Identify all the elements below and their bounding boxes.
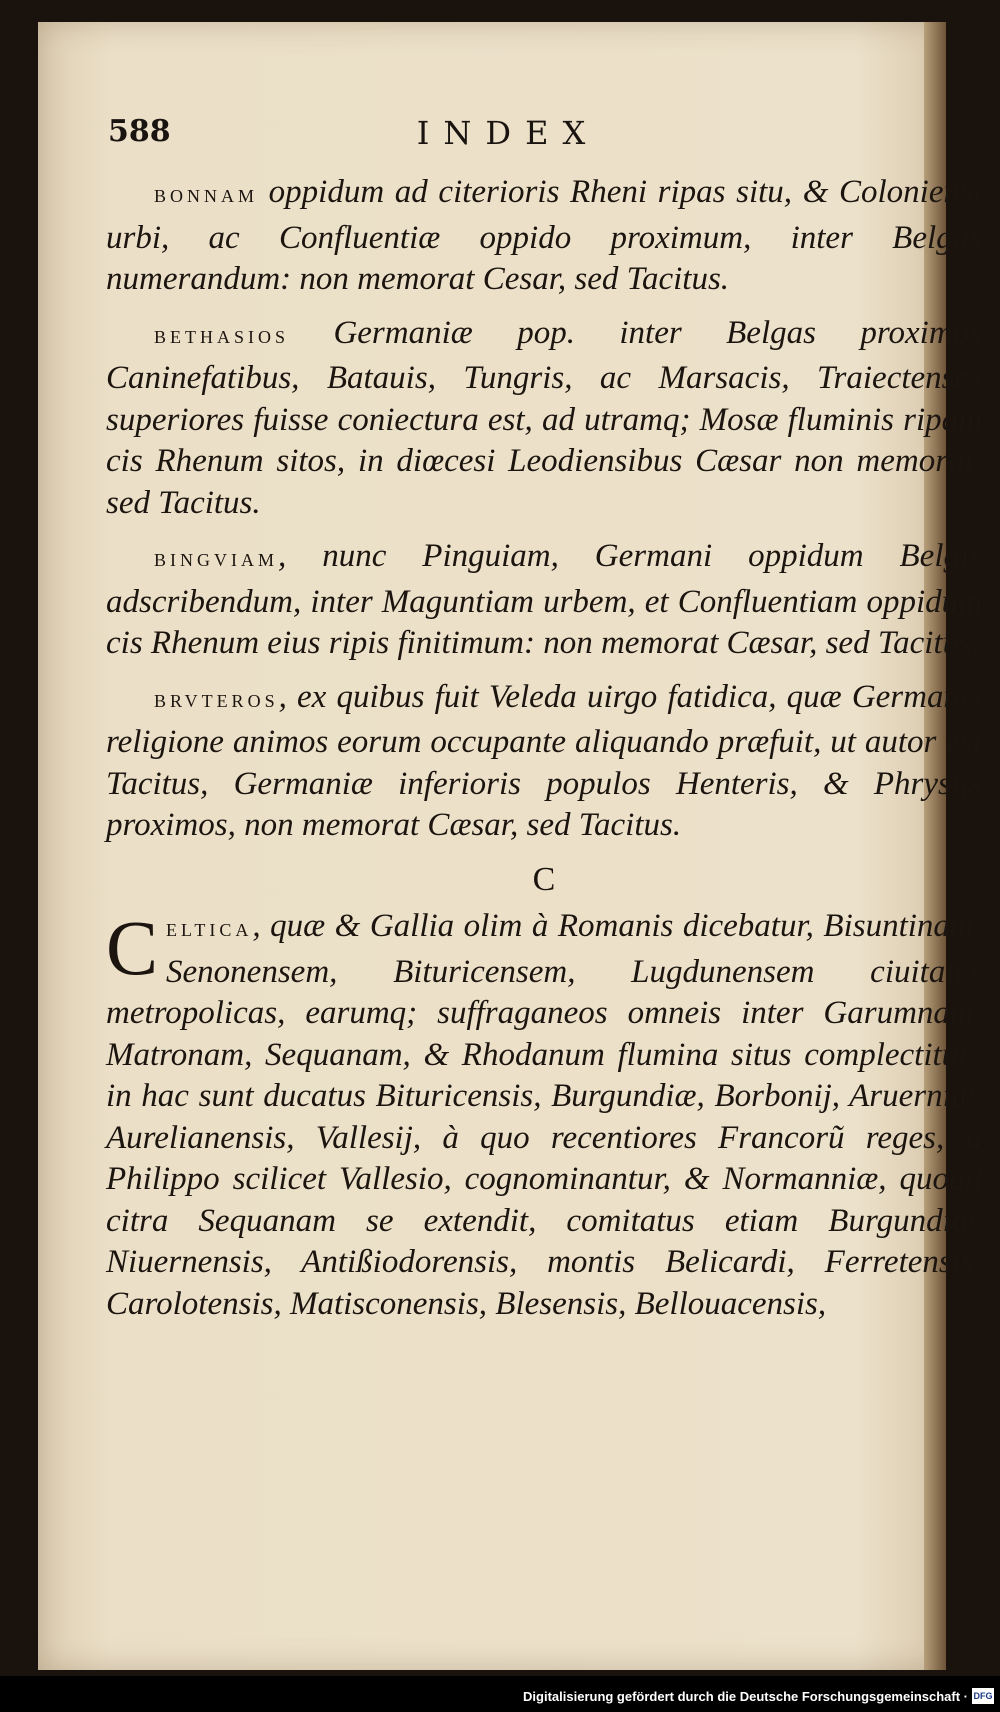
index-text [106,172,982,1337]
entry-text: oppidum ad citerioris Rheni ripas situ, & Coloniensi urbi, ac Confluentiæ oppido proximum, inter Belgas numerandum: non memorat Cesar, sed Tacitus. [106,174,982,297]
digitization-footer [0,1676,1000,1712]
entry-text: , nunc Pinguiam, Germani oppidum Belgis adscribendum, inter Maguntiam urbem, et Confluentiam oppidum cis Rhenum eius ripis finitimum: non memorat Cæsar, sed Tacitus. [106,538,982,661]
index-entry [106,313,982,525]
index-entry [106,172,982,301]
index-entry [106,906,982,1325]
entry-text: Germaniæ pop. inter Belgas proximos Caninefatibus, Batauis, Tungris, ac Marsacis, Traiectenses superiores fuisse coniectura est, ad utramq; Mosæ fluminis ripam cis Rhenum sitos, in diœcesi Leodiensibus Cæsar non memorat, sed Tacitus. [106,314,982,521]
page-header [108,114,908,164]
index-entry [106,677,982,847]
entry-headword: BRVTEROS [154,690,279,711]
entry-headword: ELTICA [166,920,253,940]
entry-text: , quæ & Gallia olim à Romanis dicebatur, Bisuntinam, Senonensem, Bituricensem, Lugdunensem ciuitates metropolicas, earumq; suffraganeos omneis inter Garumnam, Matronam, Sequanam, & Rhodanum flumina situs complectitur: in hac sunt ducatus Bituricensis, Burgundiæ, Borbonij, Aruerniæ, Aurelianensis, Vallesij, à quo recentiores Francorũ reges, à Philippo scilicet Vallesio, cognominantur, & Normanniæ, quoad citra Sequanam se extendit, comitatus etiam Burgundiæ, Niuernensis, Antißiodorensis, montis Belicardi, Ferretensis, Carolotensis, Matisconensis, Blesensis, Bellouacensis, [106,908,982,1322]
running-head: INDEX [416,114,600,152]
section-letter: C [532,860,556,898]
dfg-logo: DFG [972,1688,994,1704]
book-page [38,22,982,1670]
entry-text: , ex quibus fuit Veleda uirgo fatidica, quæ Germanis religione animos eorum occupante aliquando præfuit, ut autor est Tacitus, Germaniæ inferioris populos Henteris, & Phrysijs proximos, non memorat Cæsar, sed Tacitus. [106,678,982,843]
drop-cap: C [106,904,159,991]
index-entry [106,536,982,665]
entry-headword: BETHASIOS [154,326,290,347]
footer-credit: Digitalisierung gefördert durch die Deutsche Forschungsgemeinschaft · [523,1689,968,1704]
page-number: 588 [108,114,171,149]
entry-headword: BONNAM [154,186,259,206]
entry-headword: BINGVIAM [154,550,278,570]
